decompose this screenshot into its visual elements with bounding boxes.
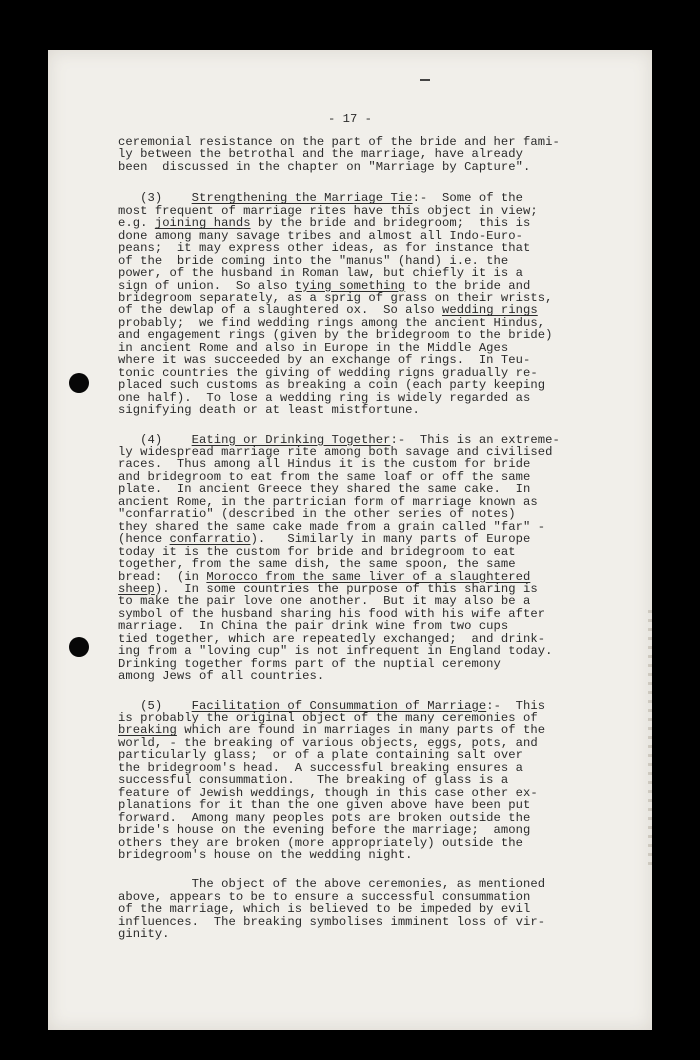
text-run: most frequent of marriage rites have this object in view; (118, 203, 538, 218)
text-run: ing from a "loving cup" is not infrequent in England today. (118, 644, 553, 659)
text-run: particularly glass; or of a plate containing salt over (118, 748, 524, 763)
paragraph (118, 434, 588, 683)
text-run: today it is the custom for bride and bridegroom to eat (118, 544, 516, 559)
text-run: in ancient Rome and also in Europe in the Middle Ages (118, 340, 509, 355)
text-line (118, 916, 588, 928)
text-run: and engagement rings (given by the bridegroom to the bride) (118, 328, 553, 343)
paragraph (118, 192, 588, 416)
text-run: one half). To lose a wedding ring is widely regarded as (118, 390, 531, 405)
text-run: done among many savage tribes and almost all Indo-Euro- (118, 228, 524, 243)
text-run: of the dewlap of a slaughtered ox. So also (118, 303, 443, 318)
text-run: power, of the husband in Roman law, but chiefly it is a (118, 266, 524, 281)
text-run: placed such customs as breaking a coin (each party keeping (118, 378, 546, 393)
text-run: and bridegroom to eat from the same loaf or off the same (118, 469, 531, 484)
punch-hole (69, 373, 89, 393)
text-run: which are found in marriages in many parts of the (176, 723, 546, 738)
text-run: been discussed in the chapter on "Marriage by Capture". (118, 159, 531, 174)
text-run: ). Similarly in many parts of Europe (250, 532, 531, 547)
text-run: is probably the original object of the many ceremonies of (118, 711, 538, 726)
text-run: (hence (118, 532, 170, 547)
text-line (118, 849, 588, 861)
underlined-phrase: sheep (118, 581, 155, 596)
text-run: ly between the betrothal and the marriage, have already (118, 147, 524, 162)
text-run: to make the pair love one another. But it may also be a (118, 594, 531, 609)
text-line (118, 670, 588, 682)
paragraph (118, 136, 588, 173)
underlined-phrase: confarratio (169, 532, 251, 547)
underlined-phrase: wedding rings (442, 303, 538, 318)
text-run: the bridegroom's head. A successful breaking ensures a (118, 760, 524, 775)
document-page (48, 50, 652, 1030)
text-run: bridegroom's house on the wedding night. (118, 848, 413, 863)
text-run: signifying death or at least mistfortune. (118, 403, 420, 418)
text-run: The object of the above ceremonies, as mentioned (118, 877, 546, 892)
text-run: :- This (486, 698, 546, 713)
text-run: (5) (118, 698, 192, 713)
text-run: (4) (118, 432, 192, 447)
text-run: Drinking together forms part of the nuptial ceremony (118, 656, 501, 671)
text-line (118, 161, 588, 173)
text-run: bride's house on the evening before the marriage; among (118, 823, 531, 838)
text-run: ). In some countries the purpose of this sharing is (154, 581, 538, 596)
text-run: races. Thus among all Hindus it is the custom for bride (118, 457, 531, 472)
text-run: successful consummation. The breaking of glass is a (118, 773, 509, 788)
text-run: to the bride and (405, 278, 531, 293)
text-run: "confarratio" (described in the other series of notes) (118, 507, 516, 522)
text-run: symbol of the husband sharing his food with his wife after (118, 606, 546, 621)
text-run: of the marriage, which is believed to be impeded by evil (118, 902, 531, 917)
text-run: where it was succeeded by an exchange of rings. In Teu- (118, 353, 531, 368)
text-line (118, 404, 588, 416)
text-run: others they are broken (more appropriately) outside the (118, 835, 524, 850)
underlined-phrase: joining hands (154, 216, 251, 231)
text-run: bridegroom separately, as a sprig of grass on their wrists, (118, 290, 553, 305)
text-run: tonic countries the giving of wedding rigns gradually re- (118, 365, 538, 380)
underlined-phrase: Eating or Drinking Together (191, 432, 391, 447)
body-text (118, 136, 588, 958)
underlined-phrase: tying something (294, 278, 406, 293)
underlined-phrase: Strengthening the Marriage Tie (191, 191, 413, 206)
ink-mark (420, 79, 430, 81)
paragraph (118, 878, 588, 940)
text-line (118, 928, 588, 940)
text-run: of the bride coming into the "manus" (hand) i.e. the (118, 253, 509, 268)
underlined-phrase: Morocco from the same liver of a slaughtered (206, 569, 531, 584)
text-run: ginity. (118, 927, 170, 942)
text-run: marriage. In China the pair drink wine from two cups (118, 619, 509, 634)
text-run: sign of union. So also (118, 278, 295, 293)
text-run: peans; it may express other ideas, as for instance that (118, 241, 531, 256)
text-run: influences. The breaking symbolises imminent loss of vir- (118, 914, 546, 929)
text-run: e.g. (118, 216, 155, 231)
text-run: by the bride and bridegroom; this is (250, 216, 531, 231)
text-run: plate. In ancient Greece they shared the same cake. In (118, 482, 531, 497)
text-run: ceremonial resistance on the part of the bride and her fami- (118, 135, 560, 149)
text-run: ancient Rome, in the partrician form of marriage known as (118, 494, 538, 509)
text-run: among Jews of all countries. (118, 669, 325, 684)
text-run: feature of Jewish weddings, though in this case other ex- (118, 785, 538, 800)
text-run: together, from the same dish, the same spoon, the same (118, 557, 516, 572)
text-run: ly widespread marriage rite among both savage and civilised (118, 444, 553, 459)
text-run: forward. Among many peoples pots are broken outside the (118, 810, 531, 825)
text-run: planations for it than the one given above have been put (118, 798, 531, 813)
text-run: (3) (118, 191, 192, 206)
underlined-phrase: breaking (118, 723, 177, 738)
text-run: above, appears to be to ensure a successful consummation (118, 889, 531, 904)
text-run: :- This is an extreme- (390, 432, 560, 447)
text-run: tied together, which are repeatedly exchanged; and drink- (118, 631, 546, 646)
text-run: bread: (in (118, 569, 207, 584)
underlined-phrase: Facilitation of Consummation of Marriage (191, 698, 487, 713)
punch-hole (69, 637, 89, 657)
text-run: world, - the breaking of various objects, eggs, pots, and (118, 735, 538, 750)
text-run: they shared the same cake made from a grain called "far" - (118, 519, 546, 534)
paper-edge-wear (648, 610, 652, 870)
text-run: :- Some of the (412, 191, 524, 206)
paragraph (118, 700, 588, 862)
text-run: probably; we find wedding rings among the ancient Hindus, (118, 315, 546, 330)
page-number: - 17 - (328, 112, 372, 126)
